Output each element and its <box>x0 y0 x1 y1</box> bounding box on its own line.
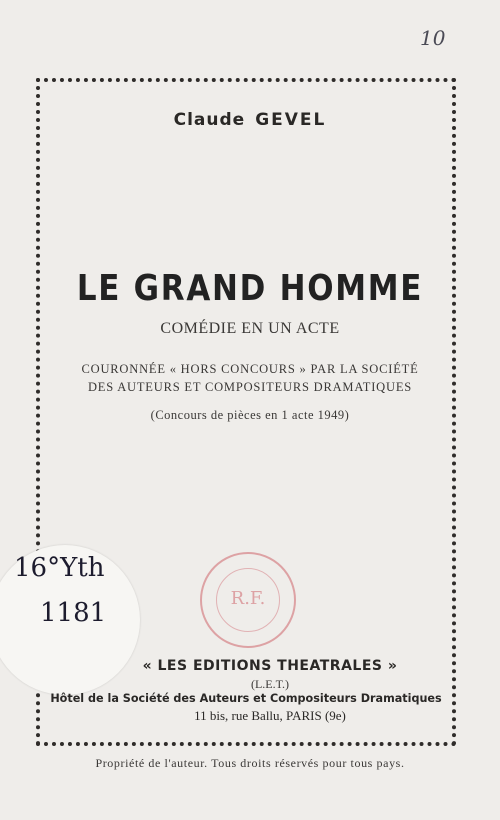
library-code-prefix: 16° <box>14 553 61 583</box>
author-name <box>0 110 500 130</box>
award-line-2: DES AUTEURS ET COMPOSITEURS DRAMATIQUES <box>87 380 413 394</box>
rights-notice: Propriété de l'auteur. Tous droits réservés pour tous pays. <box>95 756 405 770</box>
publisher-name: « LES EDITIONS THEATRALES » <box>142 658 398 674</box>
publisher-abbr: (L.E.T.) <box>250 677 290 691</box>
contest-note: (Concours de pièces en 1 acte 1949) <box>150 408 350 422</box>
publisher-address: 11 bis, rue Ballu, PARIS (9e) <box>194 708 346 723</box>
page-number: 10 <box>420 26 446 50</box>
book-title: LE GRAND HOMME <box>76 268 424 309</box>
library-code <box>14 553 104 583</box>
award-line-1: COURONNÉE « HORS CONCOURS » PAR LA SOCIÉTÉ <box>81 362 419 376</box>
award-text <box>0 360 500 396</box>
library-stamp-text: R.F. <box>230 588 266 609</box>
library-number: 1181 <box>40 598 107 628</box>
author-last-name: GEVEL <box>255 110 327 130</box>
author-first-name: Claude <box>173 110 246 130</box>
library-stamp <box>200 552 296 648</box>
book-subtitle: COMÉDIE EN UN ACTE <box>160 320 340 337</box>
publisher-hotel: Hôtel de la Société des Auteurs et Compositeurs Dramatiques <box>50 692 442 705</box>
library-code-text: Yth <box>60 553 105 583</box>
